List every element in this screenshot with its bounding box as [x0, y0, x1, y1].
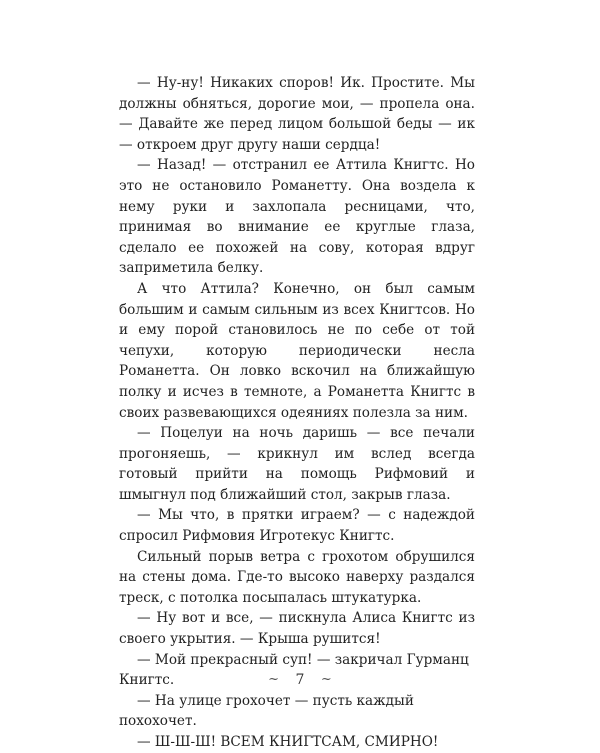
- paragraph: — На улице грохочет — пусть каждый похохочет.: [119, 692, 414, 730]
- paragraph: — Мой прекрасный суп! — закричал Гурманц Книгтс.: [119, 651, 469, 689]
- paragraph: — Назад! — отстранил ее Аттила Книгтс. Но это не остановило Романетту. Она воздела к нему руки и захлопала ресницами, что, принимая во внимание ее круглые глаза, сделало ее похожей на сову, которая вдруг заприметила белку.: [119, 157, 475, 277]
- page-number: 7: [295, 672, 305, 688]
- paragraph: — Ну-ну! Никаких споров! Ик. Простите. Мы должны обняться, дорогие мои, — пропела она. — Давайте же перед лицом большой беды — ик — откроем друг другу наши сердца!: [119, 75, 475, 153]
- paragraph: — Ну вот и все, — пискнула Алиса Книгтс из своего укрытия. — Крыша рушится!: [119, 610, 475, 648]
- paragraph: — Ш-Ш-Ш! ВСЕМ КНИГТСАМ, СМИРНО!: [137, 734, 439, 750]
- paragraph: — Мы что, в прятки играем? — с надеждой спросил Рифмовия Игротекус Книгтс.: [119, 507, 475, 545]
- paragraph: — Поцелуи на ночь даришь — все печали прогоняешь, — крикнул им вслед всегда готовый прийти на помощь Рифмовий и шмыгнул под ближайший стол, закрыв глаза.: [119, 425, 475, 503]
- page-footer: [0, 672, 600, 688]
- tilde-ornament-icon: ~: [320, 672, 332, 687]
- paragraph: А что Аттила? Конечно, он был самым большим и самым сильным из всех Книгтсов. Но и ему порой становилось не по себе от той чепухи, которую периодически несла Романетта. Он ловко вскочил на ближайшую полку и исчез в темноте, а Романетта Книгтс в своих развевающихся одеяниях полезла за ним.: [119, 280, 475, 421]
- tilde-ornament-icon: ~: [268, 672, 280, 687]
- paragraph: Сильный порыв ветра с грохотом обрушился на стены дома. Где-то высоко наверху раздался треск, с потолка посыпалась штукатурка.: [119, 548, 475, 606]
- body-text: [119, 73, 475, 753]
